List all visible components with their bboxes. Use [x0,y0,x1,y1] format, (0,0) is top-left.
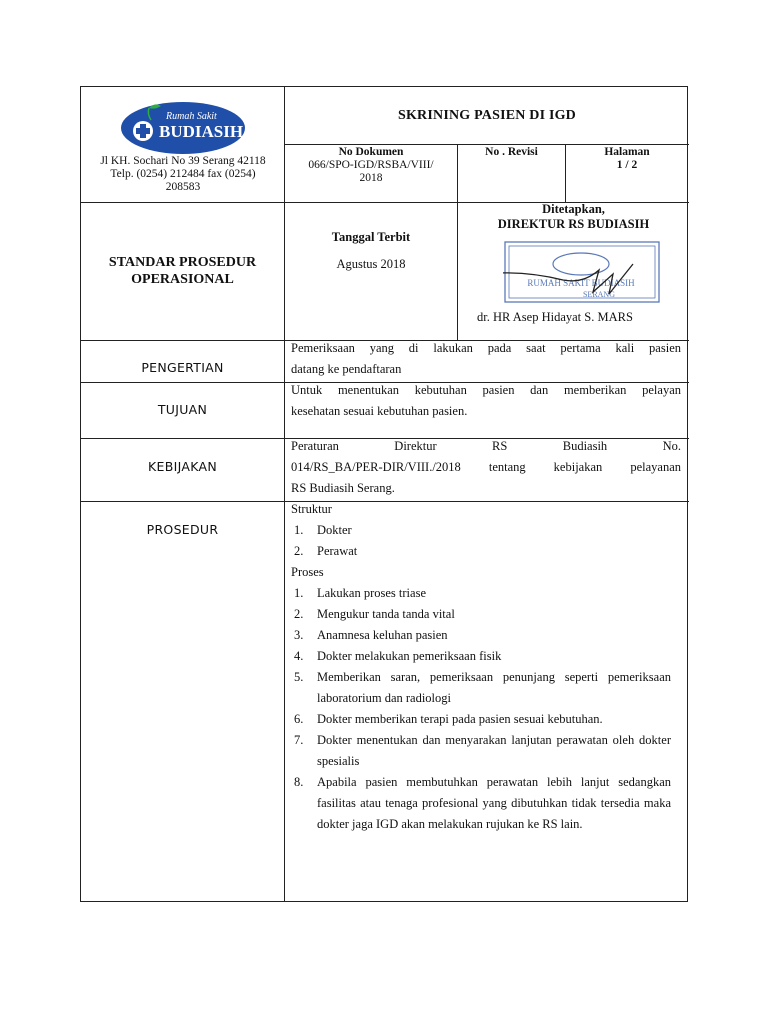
text-line: 014/RS_BA/PER-DIR/VIII./2018 tentang kebijakan pelayanan [291,460,681,474]
list-item-number: 5. [294,670,304,684]
sop-heading-line: STANDAR PROSEDUR [108,255,257,270]
list-item-text: Perawat [317,544,358,558]
list-item-number: 2. [294,607,304,621]
page-number [566,146,688,172]
list-item [291,604,671,625]
text-line: Pemeriksaan yang di lakukan pada saat pertama kali pasien [291,341,681,355]
list-item-number: 2. [294,544,304,558]
list-item [291,772,671,835]
page-value: 1 / 2 [616,159,638,171]
address-line: Telp. (0254) 212484 fax (0254) [110,168,256,180]
list-item [291,646,671,667]
section-label-prosedur: PROSEDUR [146,522,219,537]
page-label: Halaman [604,146,650,158]
list-item-number: 3. [294,628,304,642]
logo-top-text: Rumah Sakit [166,111,217,122]
section-text-tujuan [291,380,681,422]
section-text-kebijakan [291,436,681,499]
section-label-tujuan: TUJUAN [157,402,208,417]
hospital-logo [119,100,249,156]
document-number-value: 2018 [359,172,383,184]
hospital-address [85,155,281,194]
approved-by: DIREKTUR RS BUDIASIH [497,217,650,231]
list-item-text: Dokter menentukan dan menyarakan lanjutan perawatan oleh dokter spesialis [317,733,671,768]
stamp-text: SERANG [582,290,616,299]
document-number-label: No Dokumen [338,146,404,158]
list-item-number: 1. [294,523,304,537]
stamp-signature-icon [503,240,661,304]
list-item-text: Dokter melakukan pemeriksaan fisik [317,649,502,663]
address-line: Jl KH. Sochari No 39 Serang 42118 [100,155,266,167]
process-list [291,583,671,835]
structure-heading: Struktur [291,502,332,516]
address-line: 208583 [165,181,201,193]
sop-heading-line: OPERASIONAL [131,272,234,287]
list-item-number: 8. [294,775,304,789]
approved-label: Ditetapkan, [542,202,605,216]
list-item [291,709,671,730]
stamp-text: RUMAH SAKIT BUDIASIH [527,278,635,288]
list-item-text: Anamnesa keluhan pasien [317,628,448,642]
document-number [285,146,457,185]
text-line: datang ke pendaftaran [291,362,402,376]
process-heading: Proses [291,565,324,579]
list-item [291,541,671,562]
list-item [291,667,671,709]
sop-document [80,86,688,902]
section-text-pengertian [291,338,681,380]
list-item-number: 7. [294,733,304,747]
section-label-kebijakan: KEBIJAKAN [148,459,217,474]
text-line: Untuk menentukan kebutuhan pasien dan memberikan pelayan [291,383,681,397]
structure-list [291,520,671,562]
text-line: kesehatan sesuai kebutuhan pasien. [291,404,468,418]
list-item-number: 4. [294,649,304,663]
logo-name: BUDIASIH [159,122,244,141]
list-item-text: Lakukan proses triase [317,586,426,600]
list-item [291,583,671,604]
revision-label: No . Revisi [485,146,538,158]
list-item-text: Apabila pasien membutuhkan perawatan lebih lanjut sedangkan fasilitas atau tenaga profesional yang dibutuhkan tidak tersedia maka dokter jaga IGD akan melakukan rujukan ke RS lain. [317,775,671,831]
text-line: Peraturan Direktur RS Budiasih No. [291,439,681,453]
section-text-prosedur [291,499,671,835]
hospital-logo-icon [119,100,249,156]
section-label-pengertian: PENGERTIAN [141,360,224,375]
sop-heading [81,254,284,288]
text-line: RS Budiasih Serang. [291,481,395,495]
issue-date-value: Agustus 2018 [336,257,406,271]
list-item-text: Dokter memberikan terapi pada pasien sesuai kebutuhan. [317,712,603,726]
document-title: SKRINING PASIEN DI IGD [397,108,576,123]
approval-block [458,202,689,232]
list-item [291,520,671,541]
list-item-text: Memberikan saran, pemeriksaan penunjang seperti pemeriksaan laboratorium dan radiologi [317,670,671,705]
issue-date-label: Tanggal Terbit [331,230,411,244]
signatory-name: dr. HR Asep Hidayat S. MARS [477,310,633,324]
row-divider [284,144,689,145]
list-item-text: Mengukur tanda tanda vital [317,607,455,621]
list-item-number: 6. [294,712,304,726]
document-number-value: 066/SPO-IGD/RSBA/VIII/ [308,159,434,171]
list-item-text: Dokter [317,523,352,537]
column-divider [284,87,285,902]
issue-date [285,230,457,272]
list-item [291,625,671,646]
list-item-number: 1. [294,586,304,600]
official-stamp [503,240,661,304]
list-item [291,730,671,772]
